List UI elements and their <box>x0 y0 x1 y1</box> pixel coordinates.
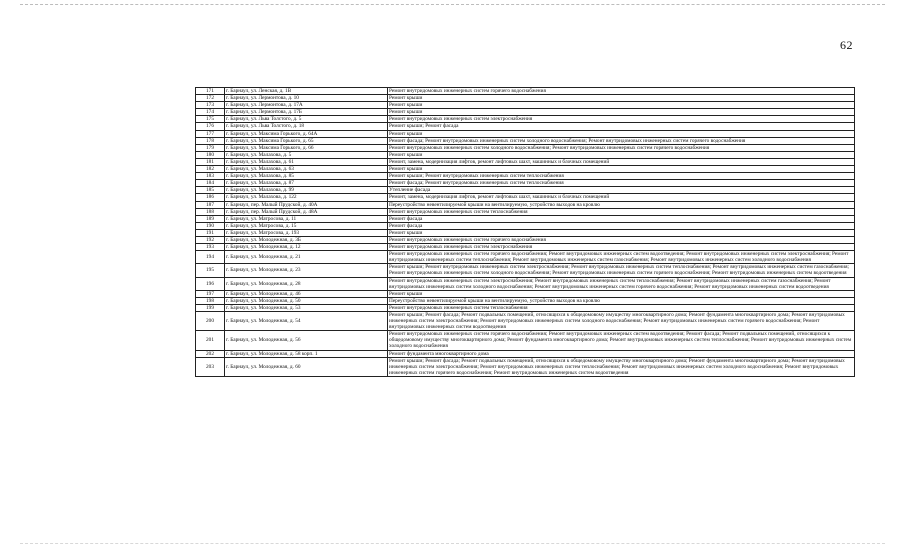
row-number: 184 <box>196 180 225 187</box>
row-number: 194 <box>196 251 225 264</box>
table-row <box>196 123 855 130</box>
row-work-types: Ремонт внутридомовых инженерных систем горячего водоснабжения <box>388 236 855 243</box>
table-row <box>196 201 855 208</box>
table-row <box>196 137 855 144</box>
table-row <box>196 264 855 277</box>
row-number: 171 <box>196 88 225 95</box>
table-row <box>196 251 855 264</box>
row-address: г. Барнаул, ул. Молодежная, д. 28 <box>225 277 388 290</box>
row-number: 200 <box>196 312 225 331</box>
row-address: г. Барнаул, ул. Матросова, д. 15 <box>225 222 388 229</box>
table-row <box>196 116 855 123</box>
row-address: г. Барнаул, ул. Малахова, д. 85 <box>225 173 388 180</box>
row-number: 203 <box>196 357 225 376</box>
row-address: г. Барнаул, ул. Молодежная, д. 60 <box>225 357 388 376</box>
row-number: 186 <box>196 194 225 201</box>
page-top-edge <box>20 4 885 5</box>
row-work-types: Переустройство невентилируемой крыши на вентилируемую, устройство выходов на кровлю <box>388 297 855 304</box>
row-address: г. Барнаул, ул. Малахова, д. 122 <box>225 194 388 201</box>
row-work-types: Ремонт крыши; Ремонт внутридомовых инженерных систем теплоснабжения <box>388 173 855 180</box>
table-row <box>196 331 855 350</box>
row-address: г. Барнаул, ул. Лермонтова, д. 10 <box>225 95 388 102</box>
table-row <box>196 350 855 357</box>
row-work-types: Ремонт внутридомовых инженерных систем горячего водоснабжения <box>388 88 855 95</box>
row-number: 185 <box>196 187 225 194</box>
row-address: г. Барнаул, ул. Малахова, д. 61 <box>225 158 388 165</box>
row-work-types: Ремонт крыши <box>388 290 855 297</box>
row-address: г. Барнаул, ул. Малахова, д. 5 <box>225 151 388 158</box>
row-number: 178 <box>196 137 225 144</box>
row-work-types: Ремонт, замена, модернизация лифтов, ремонт лифтовых шахт, машинных и блочных помещений <box>388 158 855 165</box>
row-work-types: Ремонт крыши <box>388 102 855 109</box>
table-row <box>196 229 855 236</box>
row-address: г. Барнаул, ул. Максима Горького, д. 65 <box>225 137 388 144</box>
table-row <box>196 277 855 290</box>
row-number: 173 <box>196 102 225 109</box>
row-number: 201 <box>196 331 225 350</box>
row-work-types: Ремонт крыши; Ремонт фасада; Ремонт подвальных помещений, относящихся к общедомовому имуществу многоквартирного дома; Ремонт фундамента многоквартирного дома; Ремонт внутридомовых инженерных систем электроснабжения; Ремонт внутридомовых инженерных систем теплоснабжения; Ремонт внутридомовых инженерных систем холодного водоснабжения; Ремонт внутридомовых инженерных систем горячего водоснабжения; Ремонт внутридомовых инженерных систем водоотведения <box>388 357 855 376</box>
row-number: 181 <box>196 158 225 165</box>
table-row <box>196 102 855 109</box>
page-bottom-edge <box>20 543 885 544</box>
row-work-types: Ремонт крыши <box>388 166 855 173</box>
row-address: г. Барнаул, ул. Молодежная, д. 23 <box>225 264 388 277</box>
row-address: г. Барнаул, ул. Молодежная, д. 56 <box>225 331 388 350</box>
row-number: 197 <box>196 290 225 297</box>
table-row <box>196 357 855 376</box>
row-number: 174 <box>196 109 225 116</box>
row-address: г. Барнаул, пер. Малый Прудской, д. 48А <box>225 208 388 215</box>
row-address: г. Барнаул, ул. Молодежная, д. 46 <box>225 290 388 297</box>
row-number: 179 <box>196 144 225 151</box>
row-work-types: Ремонт крыши <box>388 229 855 236</box>
page-number: 62 <box>840 38 853 52</box>
row-work-types: Утепление фасада <box>388 187 855 194</box>
row-number: 202 <box>196 350 225 357</box>
row-work-types: Ремонт крыши <box>388 95 855 102</box>
row-number: 182 <box>196 166 225 173</box>
table-row <box>196 244 855 251</box>
row-work-types: Ремонт крыши <box>388 109 855 116</box>
row-work-types: Ремонт внутридомовых инженерных систем электроснабжения <box>388 244 855 251</box>
row-number: 177 <box>196 130 225 137</box>
table-row <box>196 180 855 187</box>
row-number: 183 <box>196 173 225 180</box>
row-address: г. Барнаул, ул. Максима Горького, д. 66 <box>225 144 388 151</box>
row-address: г. Барнаул, ул. Молодежная, д. 54 <box>225 312 388 331</box>
table-row <box>196 304 855 311</box>
table-row <box>196 88 855 95</box>
row-number: 180 <box>196 151 225 158</box>
row-address: г. Барнаул, ул. Молодежная, д. 3Б <box>225 236 388 243</box>
row-address: г. Барнаул, ул. Льва Толстого, д. 18 <box>225 123 388 130</box>
table-row <box>196 151 855 158</box>
row-address: г. Барнаул, ул. Максима Горького, д. 64А <box>225 130 388 137</box>
row-address: г. Барнаул, ул. Льва Толстого, д. 5 <box>225 116 388 123</box>
row-work-types: Ремонт фундамента многоквартирного дома <box>388 350 855 357</box>
row-number: 193 <box>196 244 225 251</box>
row-work-types: Ремонт внутридомовых инженерных систем теплоснабжения <box>388 304 855 311</box>
row-address: г. Барнаул, ул. Матросова, д. 193 <box>225 229 388 236</box>
table-row <box>196 109 855 116</box>
row-number: 175 <box>196 116 225 123</box>
row-work-types: Ремонт внутридомовых инженерных систем горячего водоснабжения; Ремонт внутридомовых инженерных систем водоотведения; Ремонт фасада; Ремонт подвальных помещений, относящихся к общедомовому имуществу многоквартирного дома; Ремонт фундамента многоквартирного дома; Ремонт внутридомовых инженерных систем теплоснабжения; Ремонт внутридомовых инженерных систем холодного водоснабжения <box>388 331 855 350</box>
row-address: г. Барнаул, ул. Молодежная, д. 58 корп. 1 <box>225 350 388 357</box>
row-number: 192 <box>196 236 225 243</box>
row-work-types: Ремонт фасада <box>388 215 855 222</box>
row-work-types: Ремонт крыши; Ремонт внутридомовых инженерных систем электроснабжения; Ремонт внутридомовых инженерных систем теплоснабжения; Ремонт внутридомовых инженерных систем газоснабжения; Ремонт внутридомовых инженерных систем холодного водоснабжения; Ремонт внутридомовых инженерных систем горячего водоснабжения; Ремонт внутридомовых инженерных систем водоотведения <box>388 264 855 277</box>
row-number: 176 <box>196 123 225 130</box>
row-number: 195 <box>196 264 225 277</box>
row-work-types: Ремонт внутридомовых инженерных систем холодного водоснабжения; Ремонт внутридомовых инженерных систем горячего водоснабжения <box>388 144 855 151</box>
row-address: г. Барнаул, ул. Малахова, д. 87 <box>225 180 388 187</box>
row-number: 199 <box>196 304 225 311</box>
table-row <box>196 187 855 194</box>
row-work-types: Ремонт крыши; Ремонт фасада <box>388 123 855 130</box>
table-row <box>196 95 855 102</box>
table-row <box>196 312 855 331</box>
row-number: 188 <box>196 208 225 215</box>
repair-table-body <box>196 88 855 377</box>
table-row <box>196 222 855 229</box>
row-work-types: Ремонт внутридомовых инженерных систем горячего водоснабжения; Ремонт внутридомовых инженерных систем водоотведения; Ремонт внутридомовых инженерных систем электроснабжения; Ремонт внутридомовых инженерных систем теплоснабжения; Ремонт внутридомовых инженерных систем газоснабжения; Ремонт внутридомовых инженерных систем холодного водоснабжения <box>388 251 855 264</box>
row-work-types: Ремонт внутридомовых инженерных систем электроснабжения <box>388 116 855 123</box>
row-number: 198 <box>196 297 225 304</box>
row-work-types: Ремонт фасада; Ремонт внутридомовых инженерных систем теплоснабжения <box>388 180 855 187</box>
row-address: г. Барнаул, ул. Матросова, д. 11 <box>225 215 388 222</box>
table-row <box>196 130 855 137</box>
row-address: г. Барнаул, ул. Молодежная, д. 50 <box>225 297 388 304</box>
table-row <box>196 173 855 180</box>
table-row <box>196 166 855 173</box>
row-address: г. Барнаул, ул. Ленская, д. 1В <box>225 88 388 95</box>
table-row <box>196 236 855 243</box>
row-number: 191 <box>196 229 225 236</box>
row-work-types: Ремонт, замена, модернизация лифтов, ремонт лифтовых шахт, машинных и блочных помещений <box>388 194 855 201</box>
row-number: 196 <box>196 277 225 290</box>
row-work-types: Ремонт фасада <box>388 222 855 229</box>
row-address: г. Барнаул, ул. Малахова, д. 63 <box>225 166 388 173</box>
row-address: г. Барнаул, ул. Малахова, д. 99 <box>225 187 388 194</box>
row-address: г. Барнаул, ул. Молодежная, д. 21 <box>225 251 388 264</box>
row-work-types: Ремонт фасада; Ремонт внутридомовых инженерных систем холодного водоснабжения; Ремонт внутридомовых инженерных систем горячего водоснабжения <box>388 137 855 144</box>
row-work-types: Переустройство невентилируемой крыши на вентилируемую, устройство выходов на кровлю <box>388 201 855 208</box>
row-address: г. Барнаул, ул. Лермонтова, д. 17Б <box>225 109 388 116</box>
table-row <box>196 158 855 165</box>
table-row <box>196 290 855 297</box>
row-address: г. Барнаул, ул. Молодежная, д. 53 <box>225 304 388 311</box>
repair-table <box>195 87 855 377</box>
row-number: 187 <box>196 201 225 208</box>
table-row <box>196 297 855 304</box>
row-address: г. Барнаул, ул. Лермонтова, д. 17А <box>225 102 388 109</box>
row-address: г. Барнаул, пер. Малый Прудской, д. 40А <box>225 201 388 208</box>
table-row <box>196 208 855 215</box>
row-work-types: Ремонт крыши <box>388 151 855 158</box>
row-work-types: Ремонт внутридомовых инженерных систем электроснабжения; Ремонт внутридомовых инженерных систем теплоснабжения; Ремонт внутридомовых инженерных систем газоснабжения; Ремонт внутридомовых инженерных систем холодного водоснабжения; Ремонт внутридомовых инженерных систем горячего водоснабжения; Ремонт внутридомовых инженерных систем водоотведения <box>388 277 855 290</box>
row-work-types: Ремонт крыши <box>388 130 855 137</box>
row-work-types: Ремонт внутридомовых инженерных систем теплоснабжения <box>388 208 855 215</box>
row-address: г. Барнаул, ул. Молодежная, д. 12 <box>225 244 388 251</box>
table-row <box>196 215 855 222</box>
row-work-types: Ремонт крыши; Ремонт фасада; Ремонт подвальных помещений, относящихся к общедомовому имуществу многоквартирного дома; Ремонт фундамента многоквартирного дома; Ремонт внутридомовых инженерных систем электроснабжения; Ремонт внутридомовых инженерных систем холодного водоснабжения; Ремонт внутридомовых инженерных систем горячего водоснабжения; Ремонт внутридомовых инженерных систем водоотведения <box>388 312 855 331</box>
row-number: 190 <box>196 222 225 229</box>
table-row <box>196 144 855 151</box>
row-number: 189 <box>196 215 225 222</box>
table-row <box>196 194 855 201</box>
row-number: 172 <box>196 95 225 102</box>
